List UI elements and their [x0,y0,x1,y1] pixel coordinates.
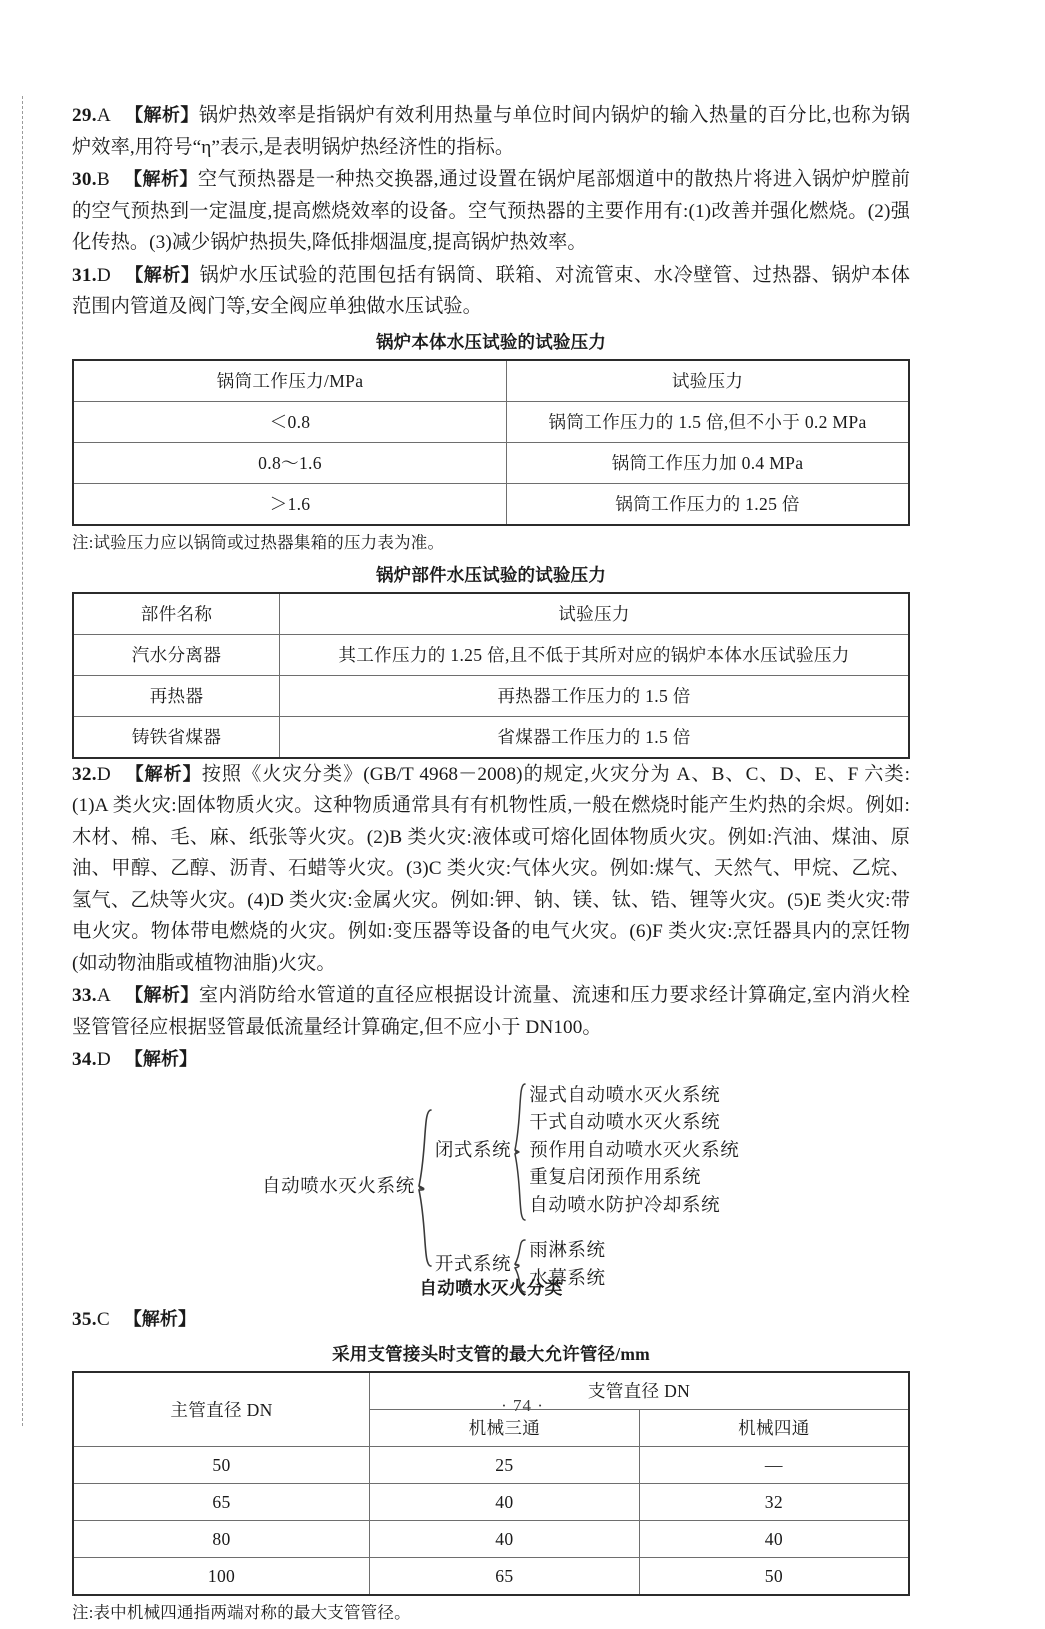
tree-leaf: 干式自动喷水灭火系统 [529,1113,721,1134]
table1-r0c0: ＜0.8 [73,401,507,442]
table2-header-0: 部件名称 [73,593,280,635]
table1-r1c1: 锅筒工作压力加 0.4 MPa [507,442,910,483]
table-row [73,483,909,525]
item-34-analysis-tag: 【解析】 [124,1049,198,1069]
left-margin-rule [22,96,23,1426]
item-33-number: 33. [72,985,97,1006]
tree-branch-column [435,1082,740,1294]
item-29-answer: A [96,105,112,126]
table2-header-1: 试验压力 [280,593,910,635]
table3-r0c2: — [639,1447,909,1484]
tree-leaf: 自动喷水防护冷却系统 [529,1195,721,1216]
item-31-answer: D [96,264,112,286]
item-35-answer: C [96,1308,111,1330]
item-35-analysis-tag: 【解析】 [123,1308,197,1329]
item-30-analysis-tag: 【解析】 [123,169,198,189]
item-31-analysis-tag: 【解析】 [124,264,200,285]
tree-leaf: 重复启闭预作用系统 [529,1168,702,1189]
item-30-answer: B [96,169,111,190]
item-30-text: 空气预热器是一种热交换器,通过设置在锅炉尾部烟道中的散热片将进入锅炉炉膛前的空气预热到一定温度,提高燃烧效率的设备。空气预热器的主要作用有:(1)改善并强化燃烧。(2)强化传热。(3)减少锅炉热损失,降低排烟温度,提高锅炉热效率。 [72,169,910,253]
tree-root-label: 自动喷水灭火系统 [262,1176,415,1197]
item-30-paragraph [72,164,910,259]
table2-r2c1: 省煤器工作压力的 1.5 倍 [280,716,910,758]
closed-group-brace-icon [513,1082,527,1222]
item-29-text: 锅炉热效率是指锅炉有效利用热量与单位时间内锅炉的输入热量的百分比,也称为锅炉效率,用符号“η”表示,是表明锅炉热经济性的指标。 [72,105,910,158]
item-34-paragraph [72,1044,910,1076]
table1-r0c1: 锅筒工作压力的 1.5 倍,但不小于 0.2 MPa [507,401,910,442]
table3-r2c2: 40 [639,1521,909,1558]
table1-note: 注:试验压力应以锅筒或过热器集箱的压力表为准。 [72,532,445,552]
table3-header-col1: 主管直径 DN [73,1372,370,1447]
item-31-text: 锅炉水压试验的范围包括有锅筒、联箱、对流管束、水冷壁管、过热器、锅炉本体范围内管道及阀门等,安全阀应单独做水压试验。 [72,264,910,317]
table1-r2c1: 锅筒工作压力的 1.25 倍 [507,483,910,525]
table3-caption-main: 采用支管接头时支管的最大允许管径 [332,1344,616,1364]
table3-r3c0: 100 [73,1558,370,1596]
tree-leaf: 湿式自动喷水灭火系统 [529,1085,721,1106]
table3-r0c0: 50 [73,1447,370,1484]
item-29-number: 29. [72,105,97,126]
table3-r3c1: 65 [370,1558,640,1596]
item-33-paragraph [72,980,910,1043]
item-32-number: 32. [72,763,97,785]
table3-r3c2: 50 [639,1558,909,1596]
table-row [73,1558,909,1596]
table1-r1c0: 0.8～1.6 [73,442,507,483]
table3-caption [72,1340,910,1368]
tree-leaf: 预作用自动喷水灭火系统 [529,1140,740,1161]
item-29-paragraph [72,100,910,163]
tree-group-closed-label: 闭式系统 [434,1140,512,1161]
table3-r2c1: 40 [370,1521,640,1558]
table3-header-sub-1: 机械四通 [639,1410,909,1447]
item-29-analysis-tag: 【解析】 [124,105,199,125]
item-32-answer: D [96,763,112,785]
table3-r1c0: 65 [73,1484,370,1521]
table2-r0c1: 其工作压力的 1.25 倍,且不低于其所对应的锅炉本体水压试验压力 [280,634,910,675]
table2-r1c1: 再热器工作压力的 1.5 倍 [280,675,910,716]
table-row [73,1447,909,1484]
table3-note: 注:表中机械四通指两端对称的最大支管管径。 [72,1603,411,1622]
table-row [73,593,909,635]
table2-r1c0: 再热器 [73,675,280,716]
table-row [73,1484,909,1521]
item-31-number: 31. [72,264,97,286]
item-30-number: 30. [72,169,97,190]
tree-group-open [435,1238,740,1294]
item-33-text: 室内消防给水管道的直径应根据设计流量、流速和压力要求经计算确定,室内消火栓竖管管径应根据竖管最低流量经计算确定,但不应小于 DN100。 [72,985,910,1038]
table3-header-group: 支管直径 DN [370,1372,910,1410]
tree-group-open-leaves [529,1238,605,1293]
table1-caption: 锅炉本体水压试验的试验压力 [375,331,607,352]
item-33-answer: A [96,985,112,1006]
table3-header-sub-0: 机械三通 [370,1410,640,1447]
table3-r1c1: 40 [370,1484,640,1521]
table2-r0c0: 汽水分离器 [73,634,280,675]
item-34-answer: D [96,1049,112,1070]
open-group-brace-icon [513,1238,527,1294]
tree-group-spacer [435,1222,740,1238]
table-row [73,1521,909,1558]
tree-figure-caption: 自动喷水灭火分类 [419,1277,563,1298]
item-32-analysis-tag: 【解析】 [124,763,202,784]
item-35-paragraph [72,1304,910,1336]
table1-header-0: 锅筒工作压力/MPa [73,360,507,402]
table-row [73,634,909,675]
table-row [73,675,909,716]
table2-r2c0: 铸铁省煤器 [73,716,280,758]
table3-r0c1: 25 [370,1447,640,1484]
item-31-paragraph [72,260,910,323]
item-33-analysis-tag: 【解析】 [124,985,199,1005]
table-row [73,360,909,402]
table1-header-1: 试验压力 [507,360,910,402]
table3-r1c2: 32 [639,1484,909,1521]
item-35-number: 35. [72,1308,97,1330]
tree-leaf: 水幕系统 [529,1268,606,1289]
tree-leaf: 雨淋系统 [529,1241,606,1261]
tree-group-closed-leaves [529,1083,739,1221]
tree-group-closed [435,1082,740,1222]
page-number: · 74 · [501,1396,544,1415]
table-row [73,401,909,442]
item-34-number: 34. [72,1049,97,1070]
boiler-body-pressure-table [72,359,910,526]
table-row [73,442,909,483]
tree-diagram-body [262,1082,739,1294]
table1-r2c0: ＞1.6 [73,483,507,525]
item-32-text: 按照《火灾分类》(GB/T 4968－2008)的规定,火灾分为 A、B、C、D、E、F 六类:(1)A 类火灾:固体物质火灾。这种物质通常具有有机物性质,一般在燃烧时能产生灼热的余烬。例如:木材、棉、毛、麻、纸张等火灾。(2)B 类火灾:液体或可熔化固体物质火灾。例如:汽油、煤油、原油、甲醇、乙醇、沥青、石蜡等火灾。(3)C 类火灾:气体火灾。例如:煤气、天然气、甲烷、乙烷、氢气、乙炔等火灾。(4)D 类火灾:金属火灾。例如:钾、钠、镁、钛、锆、锂等火灾。(5)E 类火灾:带电火灾。物体带电燃烧的火灾。例如:变压器等设备的电气火灾。(6)F 类火灾:烹饪器具内的烹饪物(如动物油脂或植物油脂)火灾。 [72,763,911,974]
table-row [73,716,909,758]
table3-caption-unit: /mm [615,1344,650,1364]
item-32-paragraph [72,759,910,980]
boiler-parts-pressure-table [72,592,910,759]
tree-group-open-label: 开式系统 [434,1254,512,1275]
table2-caption: 锅炉部件水压试验的试验压力 [375,564,607,585]
root-brace-icon [417,1108,433,1268]
table3-r2c0: 80 [73,1521,370,1558]
